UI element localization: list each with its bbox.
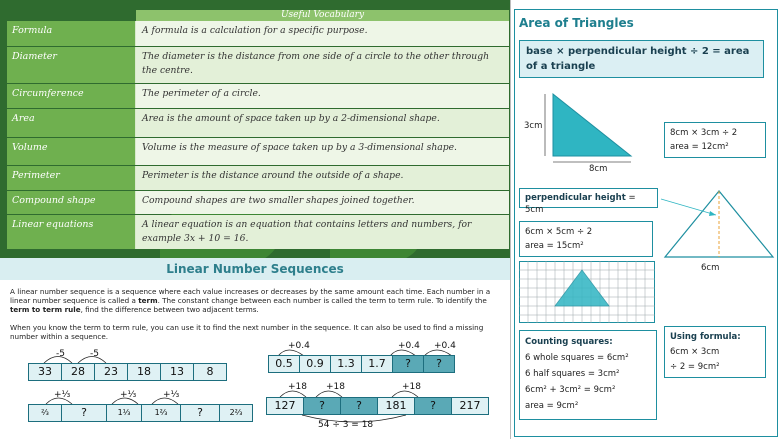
formula-box: base × perpendicular height ÷ 2 = area of a triangle (519, 40, 764, 78)
seq-cell: 18 (127, 363, 161, 381)
vocab-row-circumference (7, 84, 509, 108)
vocab-row-formula (7, 21, 509, 46)
vocab-row-compound-shape (7, 191, 509, 214)
seq-cell: 1.7 (361, 355, 393, 373)
seq-cell: ? (61, 404, 107, 422)
seq-cell: ? (180, 404, 220, 422)
sequences-title: Linear Number Sequences (0, 258, 510, 280)
vocab-term: Formula (7, 21, 136, 46)
counting-line: area = 9cm² (525, 401, 579, 411)
tri1-base-label: 8cm (589, 164, 608, 174)
seq-cell: 127 (266, 397, 304, 415)
vocabulary-header: Useful Vocabulary (136, 10, 509, 21)
counting-squares-box (519, 330, 657, 420)
vocab-definition: The diameter is the distance from one side of a circle to the other through the centre. (136, 47, 509, 83)
tri2-calc-line: 6cm × 5cm ÷ 2 (525, 227, 593, 237)
seq-cell: 2⅔ (219, 404, 253, 422)
seq-cell: ? (414, 397, 452, 415)
vocab-definition: Area is the amount of space taken up by a 2-dimensional shape. (136, 109, 509, 137)
seq2-arc-label: +0.4 (288, 341, 310, 351)
vocab-definition: The perimeter of a circle. (136, 84, 509, 108)
sequences-panel (0, 258, 510, 439)
counting-line: 6 whole squares = 6cm² (525, 353, 629, 363)
vocab-term: Circumference (7, 84, 136, 108)
sequences-paragraph-2: When you know the term to term rule, you can use it to find the next number in the sequence. It can also be used to find a missing number within a sequence. (10, 323, 484, 341)
tri1-calc-line: area = 12cm² (670, 142, 729, 152)
intro-text: , find the difference between two adjacent terms. (80, 305, 259, 314)
seq4-arcs (270, 385, 470, 397)
seq4-note: 54 ÷ 3 = 18 (318, 420, 374, 430)
vocab-row-area (7, 109, 509, 137)
rule-keyword: term to term rule (10, 305, 81, 314)
seq-cell: 1⅓ (106, 404, 142, 422)
using-line: ÷ 2 = 9cm² (670, 362, 720, 372)
seq-cell: 217 (451, 397, 489, 415)
vocab-term: Linear equations (7, 215, 136, 249)
seq4-arc-label: +18 (402, 382, 421, 392)
seq3-row (28, 404, 252, 422)
seq1-arc-label: -5 (56, 349, 65, 359)
right-triangle (553, 94, 631, 156)
seq3-arc-label: +⅓ (54, 390, 71, 400)
area-title: Area of Triangles (519, 16, 634, 30)
seq1-arcs (40, 350, 120, 364)
vocab-row-diameter (7, 47, 509, 83)
seq-cell: 33 (28, 363, 62, 381)
using-line: 6cm × 3cm (670, 347, 720, 357)
tri1-height-label: 3cm (524, 121, 543, 131)
counting-line: 6 half squares = 3cm² (525, 369, 620, 379)
seq-cell: 23 (94, 363, 128, 381)
seq-cell: 28 (61, 363, 95, 381)
seq-cell: 0.5 (268, 355, 300, 373)
vocab-row-linear-equations (7, 215, 509, 249)
intro-text: A linear number sequence is a sequence where each value increases or decreases by the same amount each time. Each number in a linear number sequence is called a (10, 287, 491, 305)
tri2-calc-box (519, 221, 653, 257)
seq2-row (268, 355, 454, 373)
area-panel (511, 0, 780, 439)
seq3-arcs (40, 392, 220, 404)
seq1-arc-label: -5 (90, 349, 99, 359)
vocab-row-perimeter (7, 166, 509, 190)
sequences-intro (10, 287, 495, 314)
counting-title: Counting squares: (525, 337, 613, 347)
tri2-base-label: 6cm (701, 263, 720, 273)
intro-text: . The constant change between each number is called the term to term rule. To identify the (157, 296, 487, 305)
seq-cell: 13 (160, 363, 194, 381)
vocab-definition: A linear equation is an equation that contains letters and numbers, for example 3x + 10 = 16. (136, 215, 509, 249)
seq-cell: 181 (377, 397, 415, 415)
perp-value: = 5cm (525, 193, 636, 215)
seq4-arc-label: +18 (326, 382, 345, 392)
seq-cell: 8 (193, 363, 227, 381)
vocab-definition: Perimeter is the distance around the outside of a shape. (136, 166, 509, 190)
seq2-arc-label: +0.4 (398, 341, 420, 351)
seq-cell: ? (423, 355, 455, 373)
seq4-row (266, 397, 488, 415)
seq3-arc-label: +⅓ (120, 390, 137, 400)
seq3-arc-label: +⅓ (163, 390, 180, 400)
vocabulary-panel (0, 0, 510, 258)
seq-cell: 1⅔ (141, 404, 181, 422)
seq4-arc-label: +18 (288, 382, 307, 392)
tri1-calc-line: 8cm × 3cm ÷ 2 (670, 128, 738, 138)
seq1-row (28, 363, 226, 381)
using-title: Using formula: (670, 332, 741, 342)
vocab-definition: Compound shapes are two smaller shapes joined together. (136, 191, 509, 214)
counting-line: 6cm² + 3cm² = 9cm² (525, 385, 616, 395)
seq-cell: 0.9 (299, 355, 331, 373)
vocab-term: Compound shape (7, 191, 136, 214)
vocab-term: Area (7, 109, 136, 137)
vocab-definition: A formula is a calculation for a specific purpose. (136, 21, 509, 46)
vocab-definition: Volume is the measure of space taken up by a 3-dimensional shape. (136, 138, 509, 165)
seq-cell: ? (392, 355, 424, 373)
grid-diagram (519, 261, 655, 323)
using-formula-box (664, 326, 766, 378)
vocab-term: Perimeter (7, 166, 136, 190)
seq-cell: ? (303, 397, 341, 415)
seq-cell: ⅔ (28, 404, 62, 422)
perp-label: perpendicular height (525, 193, 626, 203)
seq-cell: ? (340, 397, 378, 415)
tri1-calc-box (664, 122, 766, 158)
tri2-calc-line: area = 15cm² (525, 241, 584, 251)
seq-cell: 1.3 (330, 355, 362, 373)
term-keyword: term (138, 296, 158, 305)
vocab-term: Diameter (7, 47, 136, 83)
vocab-row-volume (7, 138, 509, 165)
seq2-arc-label: +0.4 (434, 341, 456, 351)
vocab-term: Volume (7, 138, 136, 165)
